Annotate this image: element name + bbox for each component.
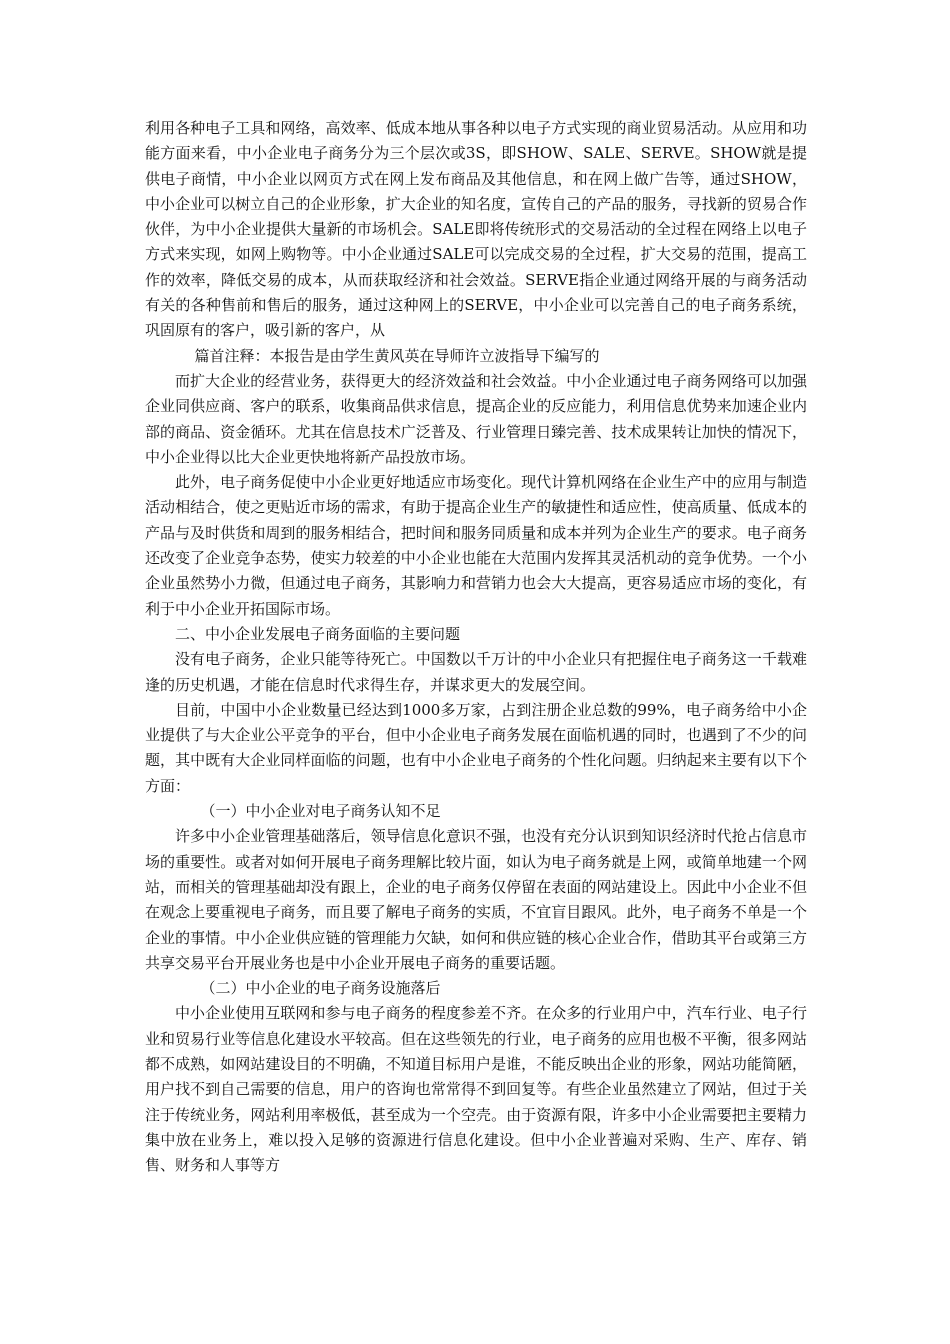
subsection-heading: （二）中小企业的电子商务设施落后	[200, 979, 441, 998]
body-paragraph: 此外，电子商务促使中小企业更好地适应市场变化。现代计算机网络在企业生产中的应用与制造活动相结合，使之更贴近市场的需求，有助于提高企业生产的敏捷性和适应性，使高质量、低成本的产品与及时供货和周到的服务相结合，把时间和服务同质量和成本并列为企业生产的要求。电子商务还改变了企业竞争态势，使实力较差的中小企业也能在大范围内发挥其灵活机动的竞争优势。一个小企业虽然势小力微，但通过电子商务，其影响力和营销力也会大大提高，更容易适应市场的变化，有利于中小企业开拓国际市场。	[145, 473, 807, 618]
body-paragraph: 利用各种电子工具和网络，高效率、低成本地从事各种以电子方式实现的商业贸易活动。从应用和功能方面来看，中小企业电子商务分为三个层次或3S，即SHOW、SALE、SERVE。SHOW就是提供电子商情，中小企业以网页方式在网上发布商品及其他信息，和在网上做广告等，通过SHOW，中小企业可以树立自己的企业形象，扩大企业的知名度，宣传自己的产品的服务，寻找新的贸易合作伙伴，为中小企业提供大量新的市场机会。SALE即将传统形式的交易活动的全过程在网络上以电子方式来实现，如网上购物等。中小企业通过SALE可以完成交易的全过程，扩大交易的范围，提高工作的效率，降低交易的成本，从而获取经济和社会效益。SERVE指企业通过网络开展的与商务活动有关的各种售前和售后的服务，通过这种网上的SERVE，中小企业可以完善自己的电子商务系统，巩固原有的客户，吸引新的客户，从	[145, 119, 807, 340]
document-page	[145, 116, 807, 1178]
body-paragraph: 中小企业使用互联网和参与电子商务的程度参差不齐。在众多的行业用户中，汽车行业、电子行业和贸易行业等信息化建设水平较高。但在这些领先的行业，电子商务的应用也极不平衡，很多网站都不成熟，如网站建设目的不明确，不知道目标用户是谁，不能反映出企业的形象，网站功能简陋，用户找不到自己需要的信息，用户的咨询也常常得不到回复等。有些企业虽然建立了网站，但过于关注于传统业务，网站利用率极低，甚至成为一个空壳。由于资源有限，许多中小企业需要把主要精力集中放在业务上，难以投入足够的资源进行信息化建设。但中小企业普遍对采购、生产、库存、销售、财务和人事等方	[145, 1004, 807, 1175]
body-paragraph: 而扩大企业的经营业务，获得更大的经济效益和社会效益。中小企业通过电子商务网络可以加强企业同供应商、客户的联系，收集商品供求信息，提高企业的反应能力，利用信息优势来加速企业内部的商品、资金循环。尤其在信息技术广泛普及、行业管理日臻完善、技术成果转让加快的情况下，中小企业得以比大企业更快地将新产品投放市场。	[145, 371, 807, 466]
footnote-paragraph: 篇首注释：本报告是由学生黄风英在导师许立波指导下编写的	[194, 346, 600, 365]
body-paragraph: 目前，中国中小企业数量已经达到1000多万家，占到注册企业总数的99%，电子商务给中小企业提供了与大企业公平竞争的平台，但中小企业电子商务发展在面临机遇的同时，也遇到了不少的问题，其中既有大企业同样面临的问题，也有中小企业电子商务的个性化问题。归纳起来主要有以下个方面：	[145, 700, 807, 795]
subsection-heading: （一）中小企业对电子商务认知不足	[200, 802, 441, 821]
body-paragraph: 许多中小企业管理基础落后，领导信息化意识不强，也没有充分认识到知识经济时代抢占信息市场的重要性。或者对如何开展电子商务理解比较片面，如认为电子商务就是上网，或简单地建一个网站，而相关的管理基础却没有跟上，企业的电子商务仅停留在表面的网站建设上。因此中小企业不但在观念上要重视电子商务，而且要了解电子商务的实质，不宜盲目跟风。此外，电子商务不单是一个企业的事情。中小企业供应链的管理能力欠缺，如何和供应链的核心企业合作，借助其平台或第三方共享交易平台开展业务也是中小企业开展电子商务的重要话题。	[145, 827, 807, 972]
section-heading: 二、中小企业发展电子商务面临的主要问题	[175, 624, 461, 643]
body-paragraph: 没有电子商务，企业只能等待死亡。中国数以千万计的中小企业只有把握住电子商务这一千载难逢的历史机遇，才能在信息时代求得生存，并谋求更大的发展空间。	[145, 650, 807, 694]
